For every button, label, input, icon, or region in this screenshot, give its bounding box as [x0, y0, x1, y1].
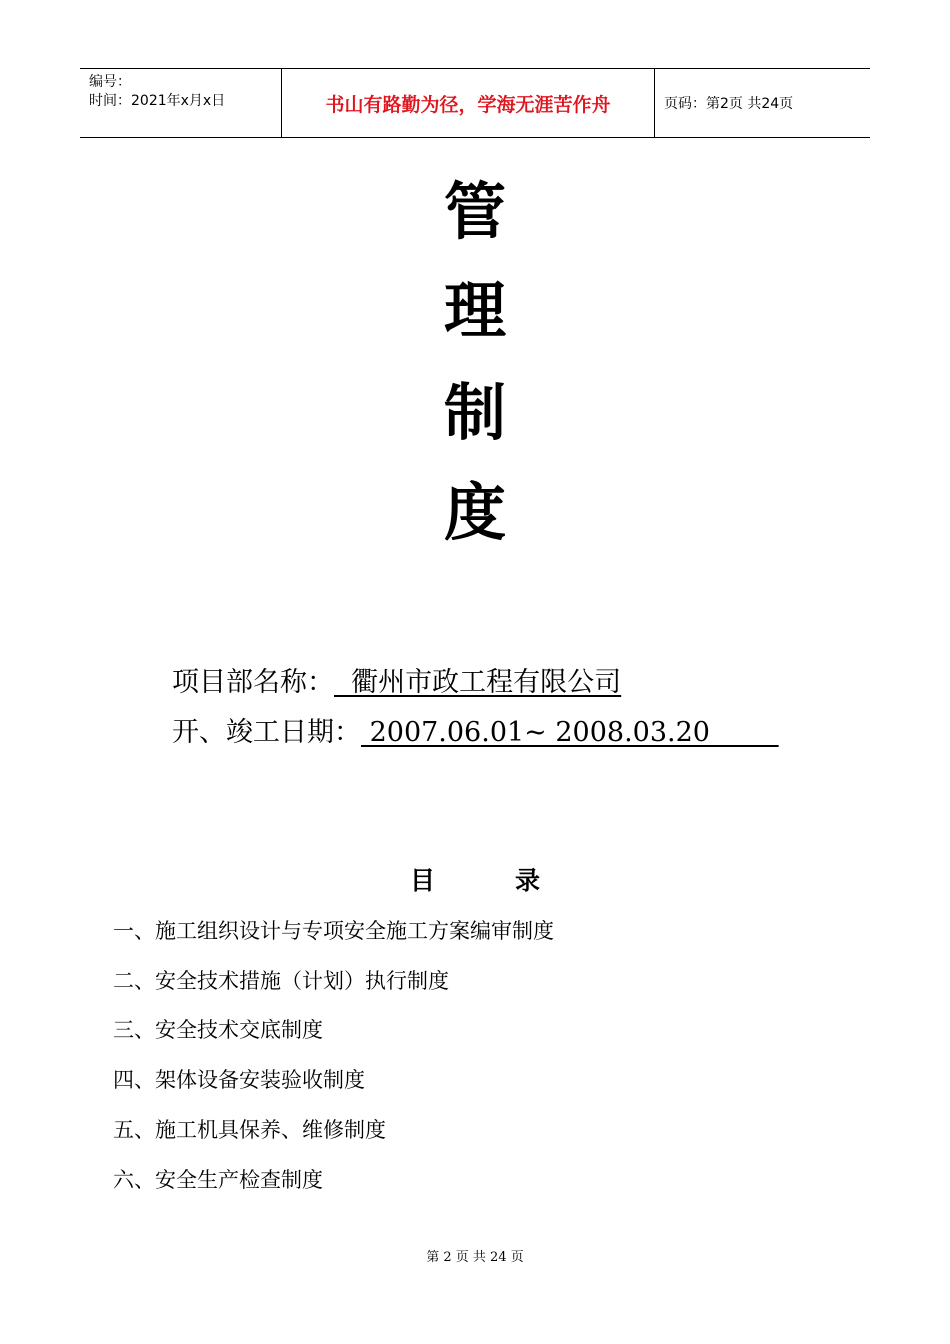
project-date-label: 开、竣工日期：: [172, 717, 361, 748]
toc-item: 三、安全技术交底制度: [113, 1018, 323, 1042]
toc-item: 二、安全技术措施（计划）执行制度: [113, 969, 449, 993]
time-label: 时间：2021年x月x日: [89, 93, 226, 109]
title-char-4: 度: [443, 476, 506, 549]
title-char-3: 制: [443, 376, 506, 449]
header-page-code: 页码：第2页 共24页: [664, 96, 794, 112]
title-char-1: 管: [443, 175, 506, 248]
project-name-row: [172, 666, 621, 700]
project-date-value: 2007.06.01~ 2008.03.20: [361, 717, 779, 748]
header-motto: 书山有路勤为径，学海无涯苦作舟: [281, 69, 655, 137]
toc-item: 六、安全生产检查制度: [113, 1168, 323, 1192]
number-label: 编号：: [89, 74, 131, 90]
toc-item: 四、架体设备安装验收制度: [113, 1068, 365, 1092]
page-footer: 第 2 页 共 24 页: [426, 1250, 524, 1265]
page-header: [80, 68, 870, 138]
toc-title-left: 目: [409, 866, 435, 895]
title-char-2: 理: [443, 274, 506, 347]
toc-item: 五、施工机具保养、维修制度: [113, 1118, 386, 1142]
toc-item: 一、施工组织设计与专项安全施工方案编审制度: [113, 919, 554, 943]
toc-title: [0, 864, 950, 898]
header-meta: [80, 69, 281, 137]
project-name-value: 衢州市政工程有限公司: [334, 667, 622, 698]
project-name-label: 项目部名称：: [172, 667, 334, 698]
project-date-row: [172, 716, 779, 750]
toc-title-right: 录: [515, 866, 541, 895]
